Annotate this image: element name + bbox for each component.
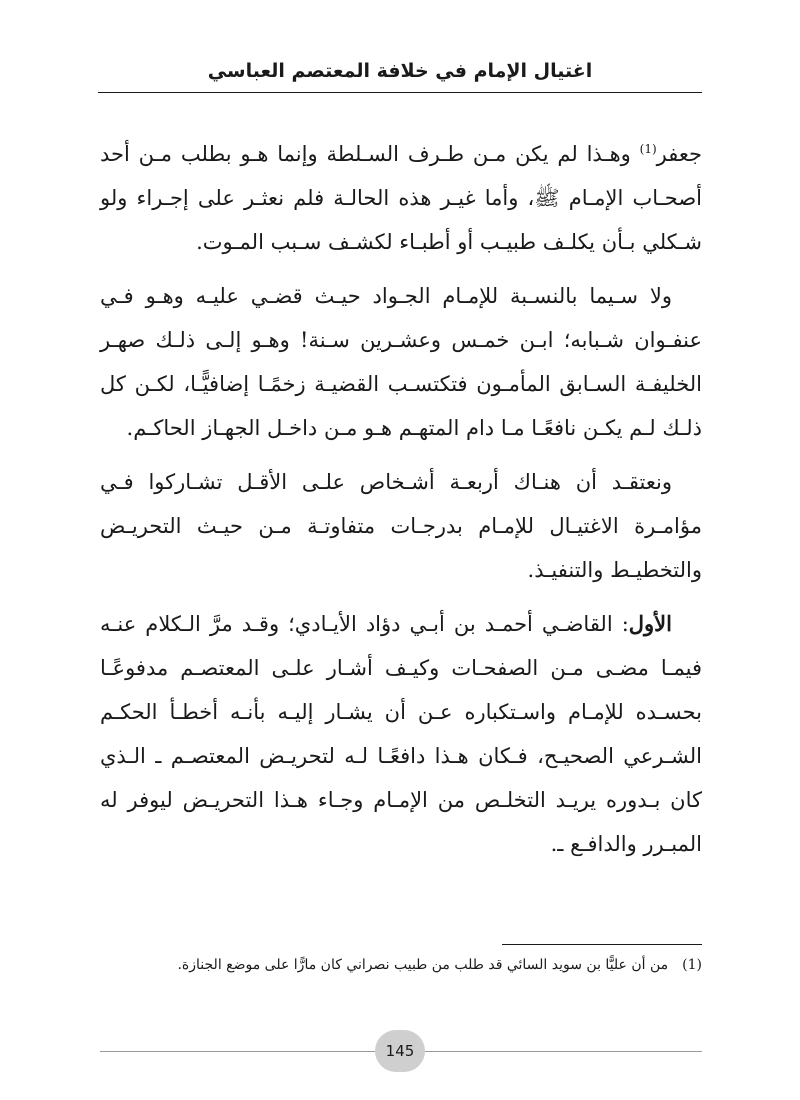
page-number-badge: 145 (375, 1030, 425, 1072)
footnote-reference[interactable]: (1) (639, 142, 657, 156)
paragraph-1-rest: وهـذا لم يكن مـن طـرف السـلطة وإنما هـو بطلب مـن أحد أصحـاب الإمـام ﷺ، وأما غيـر هذه الحالـة فلم نعثـر على إجـراء ولو شـكلي بـأن يكلـف طبيـب أو أطبـاء لكشـف سـبب المـوت. (100, 142, 702, 254)
footnote-text: من أن عليًّا بن سويد السائي قد طلب من طبيب نصراني كان مارًّا على موضع الجنازة. (177, 957, 669, 973)
footnote-1 (100, 954, 702, 976)
paragraph-2: ولا سـيما بالنسـبة للإمـام الجـواد حيـث قضـي عليـه وهـو فـي عنفـوان شـبابه؛ ابـن خمـس وعشـرين سـنة! وهـو إلـى ذلـك صهـر الخليفـة السـابق المأمـون فتكتسـب القضيـة زخمًـا إضافيًّـا، لكـن كل ذلـك لـم يكـن نافعًـا مـا دام المتهـم هـو مـن داخـل الجهـاز الحاكـم. (100, 284, 702, 440)
body-text (100, 132, 702, 876)
paragraph-1 (100, 132, 702, 264)
paragraph-4-lead-word: الأول (628, 611, 672, 636)
paragraph-3: ونعتقـد أن هنـاك أربعـة أشـخاص علـى الأقـل تشـاركوا فـي مؤامـرة الاغتيـال للإمـام بدرجـات متفاوتـة مـن حيـث التحريـض والتخطيـط والتنفيـذ. (100, 470, 702, 582)
paragraph-4 (100, 602, 702, 866)
header-rule (98, 92, 702, 93)
paragraph-4-text: : القاضـي أحمـد بن أبـي دؤاد الأيـادي؛ وقـد مرَّ الـكلام عنـه فيمـا مضـى مـن الصفحـات وكيـف أشـار علـى المعتصـم مدفوعًـا بحسـده للإمـام واسـتكباره عـن أن يشـار إليـه بأنـه أخطـأ الحكـم الشـرعي الصحيـح، فـكان هـذا دافعًـا لـه لتحريـض المعتصـم ـ الـذي كان بـدوره يريـد التخلـص من الإمـام وجـاء هـذا التحريـض ليوفر له المبـرر والدافـع ـ. (100, 612, 702, 856)
footnote-rule (502, 944, 702, 945)
paragraph-1-start: جعفر (656, 142, 702, 166)
running-header-title: اغتيال الإمام في خلافة المعتصم العباسي (207, 60, 593, 82)
footnote-marker: (1) (682, 957, 702, 973)
